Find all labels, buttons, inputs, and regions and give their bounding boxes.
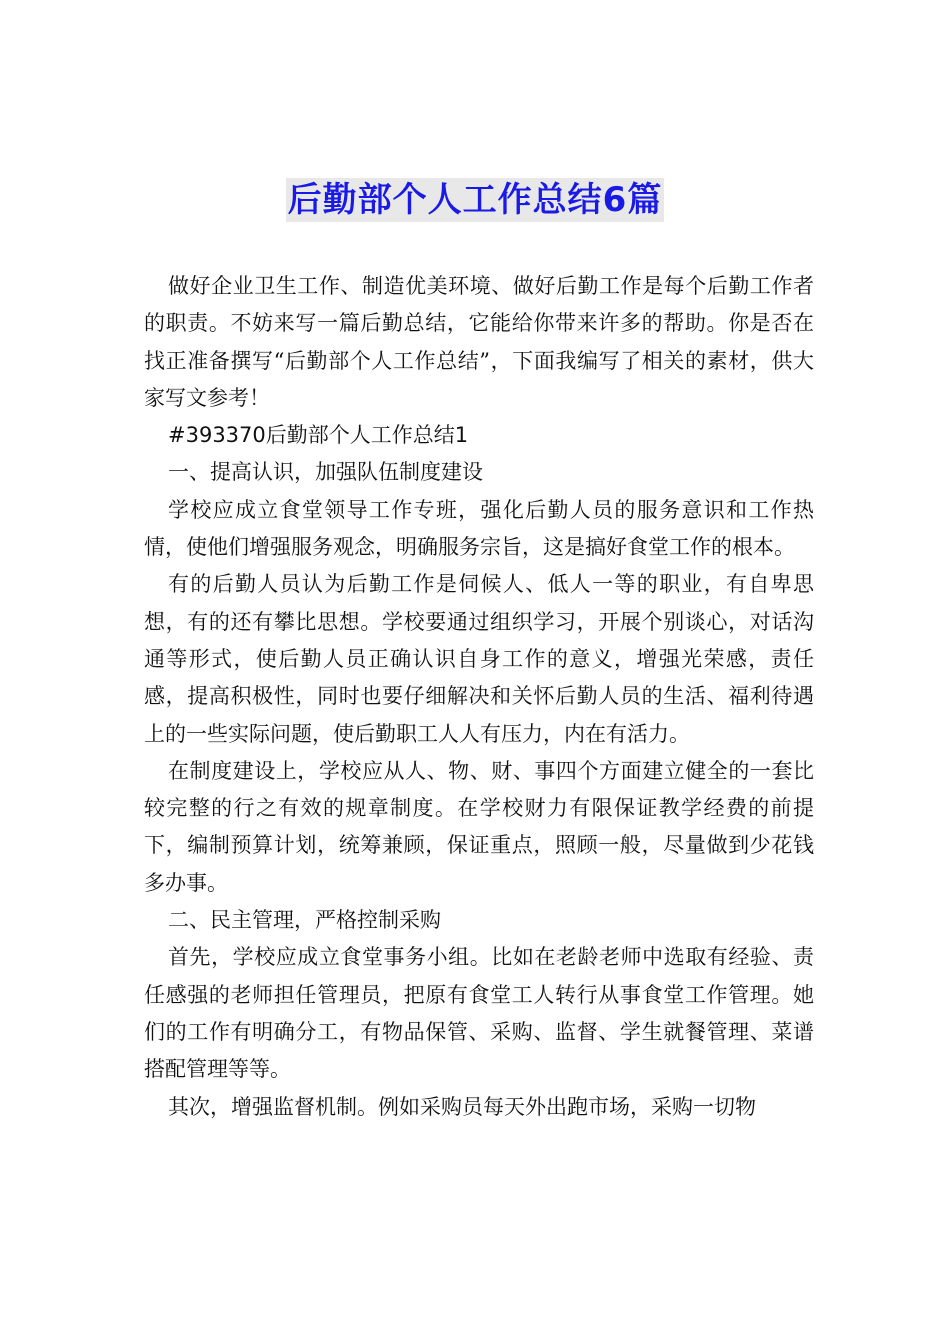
paragraph: 学校应成立食堂领导工作专班，强化后勤人员的服务意识和工作热情，使他们增强服务观念，明确服务宗旨，这是搞好食堂工作的根本。 [144,497,814,560]
section-heading-1: #393370后勤部个人工作总结1 [168,423,469,448]
document-body [144,268,814,1126]
paragraph: 在制度建设上，学校应从人、物、财、事四个方面建立健全的一套比较完整的行之有效的规章制度。在学校财力有限保证教学经费的前提下，编制预算计划，统筹兼顾，保证重点，照顾一般，尽量做到少花钱多办事。 [144,758,814,895]
paragraph-intro: 做好企业卫生工作、制造优美环境、做好后勤工作是每个后勤工作者的职责。不妨来写一篇后勤总结，它能给你带来许多的帮助。你是否在找正准备撰写“后勤部个人工作总结”，下面我编写了相关的素材，供大家写文参考！ [144,274,814,410]
subheading-2: 二、民主管理，严格控制采购 [168,908,441,933]
document-title: 后勤部个人工作总结6篇 [287,180,663,220]
paragraph: 首先，学校应成立食堂事务小组。比如在老龄老师中选取有经验、责任感强的老师担任管理员，把原有食堂工人转行从事食堂工作管理。她们的工作有明确分工，有物品保管、采购、监督、学生就餐管理、菜谱搭配管理等等。 [144,945,814,1082]
paragraph: 其次，增强监督机制。例如采购员每天外出跑市场，采购一切物 [168,1094,756,1119]
subheading-1: 一、提高认识，加强队伍制度建设 [168,460,483,485]
title-container [0,178,950,222]
paragraph: 有的后勤人员认为后勤工作是伺候人、低人一等的职业，有自卑思想，有的还有攀比思想。学校要通过组织学习，开展个别谈心，对话沟通等形式，使后勤人员正确认识自身工作的意义，增强光荣感，责任感，提高积极性，同时也要仔细解决和关怀后勤人员的生活、福利待遇上的一些实际问题，使后勤职工人人有压力，内在有活力。 [144,572,814,746]
